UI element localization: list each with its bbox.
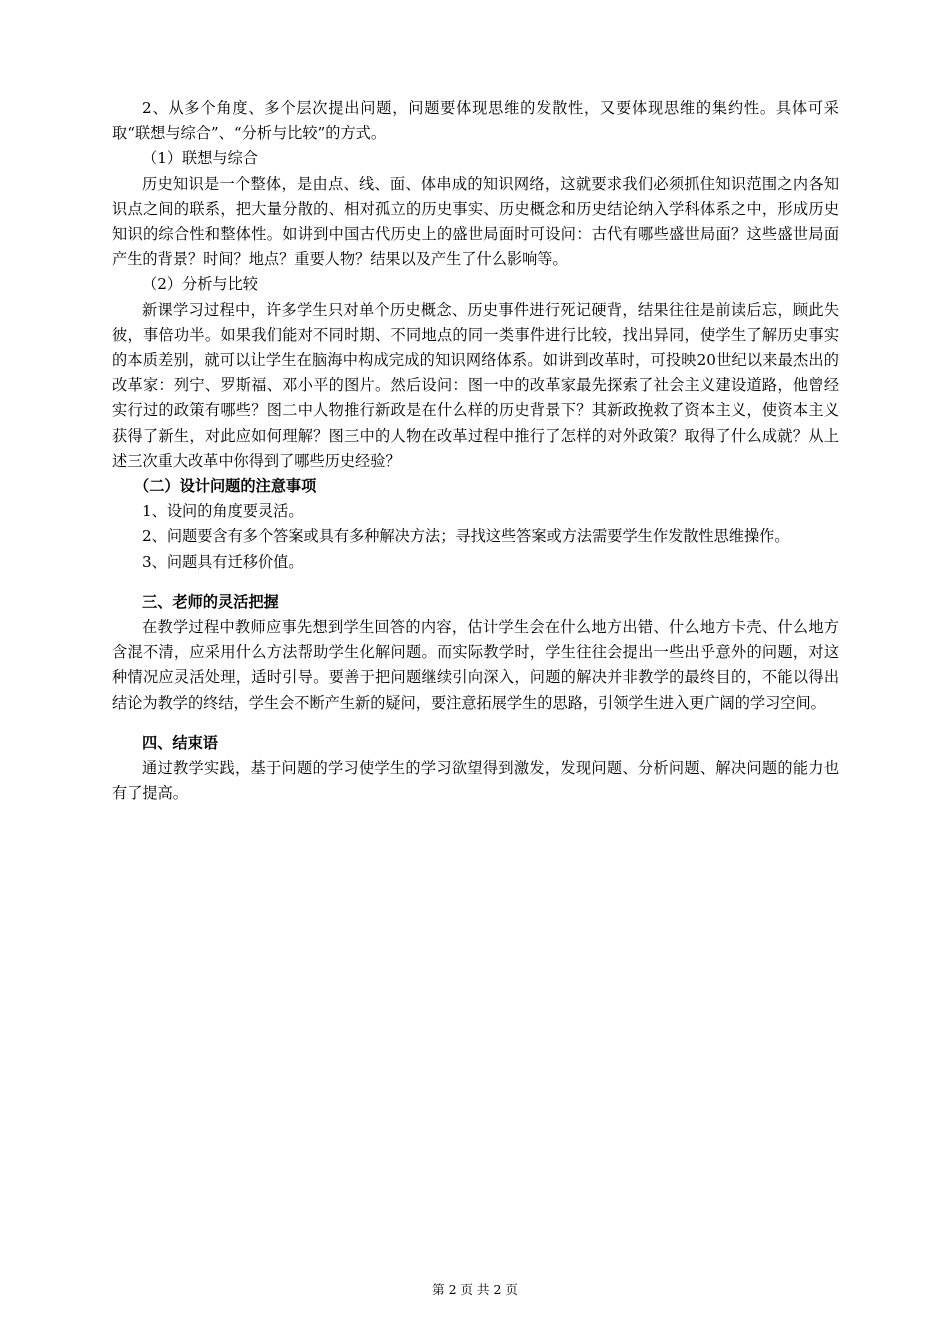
paragraph-multi-angle: 2、从多个角度、多个层次提出问题，问题要体现思维的发散性，又要体现思维的集约性。具体可采取“联想与综合”、“分析与比较”的方式。 <box>112 99 839 143</box>
subheading-association: （1）联想与综合 <box>142 149 258 168</box>
note-item-1: 1、设问的角度要灵活。 <box>142 502 304 521</box>
heading-design-notes: （二）设计问题的注意事项 <box>134 477 317 496</box>
heading-section-4: 四、结束语 <box>142 733 218 752</box>
paragraph-teacher-flexibility: 在教学过程中教师应事先想到学生回答的内容，估计学生会在什么地方出错、什么地方卡壳、什么地方含混不清，应采用什么方法帮助学生化解问题。而实际教学时，学生往往会提出一些出乎意外的问题，对这种情况应灵活处理，适时引导。要善于把问题继续引向深入，问题的解决并非教学的最终目的，不能以得出结论为教学的终结，学生会不断产生新的疑问，要注意拓展学生的思路，引领学生进入更广阔的学习空间。 <box>112 618 839 712</box>
document-body <box>112 96 839 806</box>
page-footer: 第 2 页 共 2 页 <box>432 1282 518 1297</box>
heading-section-3: 三、老师的灵活把握 <box>142 592 279 611</box>
note-item-2: 2、问题要含有多个答案或具有多种解决方法；寻找这些答案或方法需要学生作发散性思维操作。 <box>142 527 790 546</box>
paragraph-conclusion: 通过教学实践，基于问题的学习使学生的学习欲望得到激发，发现问题、分析问题、解决问题的能力也有了提高。 <box>112 759 839 803</box>
paragraph-association: 历史知识是一个整体，是由点、线、面、体串成的知识网络，这就要求我们必须抓住知识范围之内各知识点之间的联系，把大量分散的、相对孤立的历史事实、历史概念和历史结论纳入学科体系之中，形成历史知识的综合性和整体性。如讲到中国古代历史上的盛世局面时可设问：古代有哪些盛世局面？这些盛世局面产生的背景？时间？地点？重要人物？结果以及产生了什么影响等。 <box>112 174 839 269</box>
subheading-comparison: （2）分析与比较 <box>142 275 258 294</box>
note-item-3: 3、问题具有迁移价值。 <box>142 552 304 571</box>
paragraph-comparison: 新课学习过程中，许多学生只对单个历史概念、历史事件进行死记硬背，结果往往是前读后忘，顾此失彼，事倍功半。如果我们能对不同时期、不同地点的同一类事件进行比较，找出异同，使学生了解历史事实的本质差别，就可以让学生在脑海中构成完成的知识网络体系。如讲到改革时，可投映20世纪以来最杰出的改革家：列宁、罗斯福、邓小平的图片。然后设问：图一中的改革家最先探索了社会主义建设道路，他曾经实行过的政策有哪些？图二中人物推行新政是在什么样的历史背景下？其新政挽救了资本主义，使资本主义获得了新生，对此应如何理解？图三中的人物在改革过程中推行了怎样的对外政策？取得了什么成就？从上述三次重大改革中你得到了哪些历史经验？ <box>112 300 839 470</box>
